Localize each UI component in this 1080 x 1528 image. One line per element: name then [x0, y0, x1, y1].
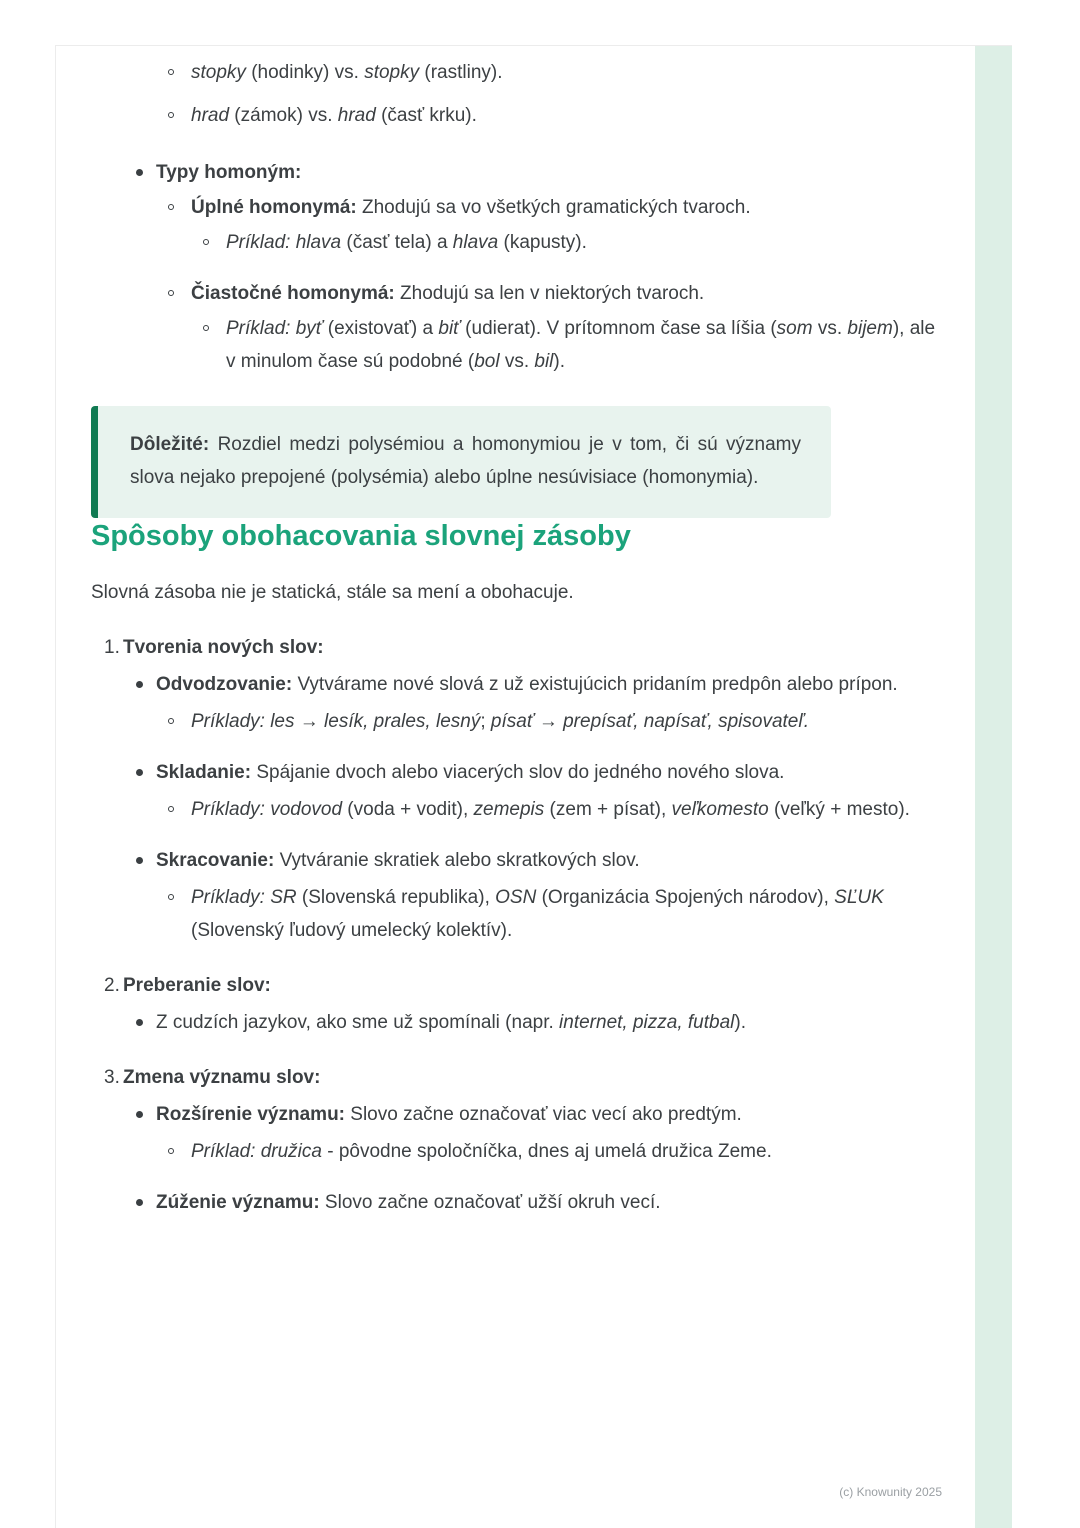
list-item-text: Skracovanie: Vytváranie skratiek alebo skratkových slov.	[156, 850, 640, 871]
numbered-item	[91, 969, 941, 1002]
list-number: 2.	[104, 975, 120, 996]
list-item	[91, 756, 941, 789]
bullet-icon	[136, 1019, 143, 1026]
circle-bullet-icon	[203, 325, 209, 331]
list-item	[91, 99, 941, 132]
list-item-text: Z cudzích jazykov, ako sme už spomínali (napr. internet, pizza, futbal).	[156, 1012, 746, 1033]
list-item-text: Príklad: družica - pôvodne spoločníčka, dnes aj umelá družica Zeme.	[191, 1141, 772, 1162]
list-item-text: Príklad: hlava (časť tela) a hlava (kapusty).	[226, 232, 587, 253]
circle-bullet-icon	[203, 239, 209, 245]
list-item	[91, 793, 941, 826]
circle-bullet-icon	[168, 718, 174, 724]
circle-bullet-icon	[168, 69, 174, 75]
list-item	[91, 1006, 941, 1039]
section-heading: Spôsoby obohacovania slovnej zásoby	[91, 520, 631, 552]
numbered-item	[91, 631, 941, 664]
list-item-text: Skladanie: Spájanie dvoch alebo viacerých slov do jedného nového slova.	[156, 762, 785, 783]
circle-bullet-icon	[168, 1148, 174, 1154]
list-item-text: Zúženie významu: Slovo začne označovať užší okruh vecí.	[156, 1192, 661, 1213]
list-item-text: hrad (zámok) vs. hrad (časť krku).	[191, 105, 477, 126]
numbered-item	[91, 1061, 941, 1094]
list-item-text: Príklady: vodovod (voda + vodit), zemepis (zem + písat), veľkomesto (veľký + mesto).	[191, 799, 910, 820]
list-item-text: Typy homoným:	[156, 162, 302, 183]
list-item	[91, 277, 941, 310]
list-number: 1.	[104, 637, 120, 658]
circle-bullet-icon	[168, 290, 174, 296]
page-accent-strip	[975, 46, 1012, 1528]
list-item	[91, 56, 941, 89]
list-item	[91, 191, 941, 224]
document-page	[55, 45, 1012, 1528]
list-item	[91, 1135, 941, 1168]
list-item-text: Úplné homonymá: Zhodujú sa vo všetkých gramatických tvaroch.	[191, 197, 751, 218]
list-item	[91, 705, 941, 738]
circle-bullet-icon	[168, 806, 174, 812]
list-item-text: stopky (hodinky) vs. stopky (rastliny).	[191, 62, 503, 83]
list-item-text: Príklady: SR (Slovenská republika), OSN (Organizácia Spojených národov), SĽUK (Slovenský ľudový umelecký kolektív).	[191, 887, 884, 941]
list-item-text: Čiastočné homonymá: Zhodujú sa len v niektorých tvaroch.	[191, 283, 705, 304]
bullet-icon	[136, 169, 143, 176]
list-item	[91, 881, 941, 947]
important-callout	[91, 406, 831, 518]
list-item-text: Preberanie slov:	[123, 975, 271, 996]
callout-text: Dôležité: Rozdiel medzi polysémiou a homonymiou je v tom, či sú významy slova nejako prepojené (polysémia) alebo úplne nesúvisiace (homonymia).	[130, 434, 801, 488]
list-item	[91, 668, 941, 701]
bullet-icon	[136, 1199, 143, 1206]
list-item	[91, 1098, 941, 1131]
bullet-icon	[136, 1111, 143, 1118]
list-item-text: Odvodzovanie: Vytvárame nové slová z už existujúcich pridaním predpôn alebo prípon.	[156, 674, 898, 695]
list-item-text: Zmena významu slov:	[123, 1067, 321, 1088]
list-item-text: Rozšírenie významu: Slovo začne označovať viac vecí ako predtým.	[156, 1104, 742, 1125]
list-item	[91, 844, 941, 877]
list-item	[91, 312, 941, 378]
list-item-text: Tvorenia nových slov:	[123, 637, 324, 658]
list-item	[91, 1186, 941, 1219]
list-item-text: Príklad: byť (existovať) a biť (udierat). V prítomnom čase sa líšia (som vs. bijem), ale v minulom čase sú podobné (bol vs. bil).	[226, 318, 936, 372]
circle-bullet-icon	[168, 112, 174, 118]
document-content	[91, 46, 941, 1219]
bullet-icon	[136, 857, 143, 864]
circle-bullet-icon	[168, 894, 174, 900]
list-item	[91, 156, 941, 189]
circle-bullet-icon	[168, 204, 174, 210]
intro-paragraph: Slovná zásoba nie je statická, stále sa mení a obohacuje.	[91, 582, 574, 603]
list-number: 3.	[104, 1067, 120, 1088]
list-item-text: Príklady: les → lesík, prales, lesný; písať → prepísať, napísať, spisovateľ.	[191, 711, 809, 732]
bullet-icon	[136, 769, 143, 776]
list-item	[91, 226, 941, 259]
copyright-footer: (c) Knowunity 2025	[839, 1485, 942, 1499]
bullet-icon	[136, 681, 143, 688]
